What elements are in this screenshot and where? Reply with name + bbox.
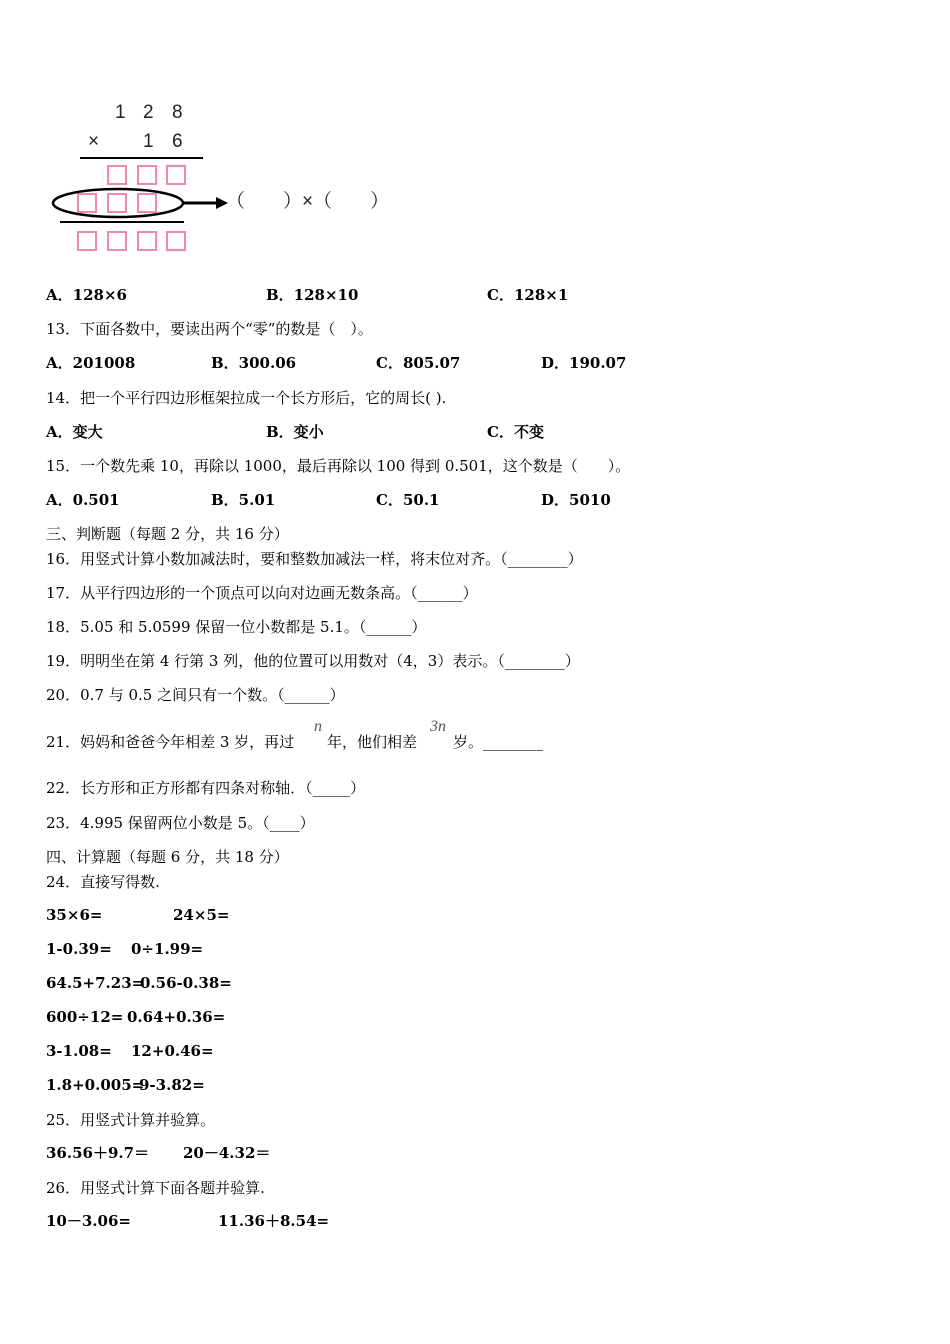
calc-item: 64.5+7.23= [46, 974, 145, 992]
judge-item-20: 20．0.7 与 0.5 之间只有一个数。（______） [46, 686, 345, 704]
q26-item: 10－3.06= [46, 1212, 131, 1230]
top-digit: 1 [115, 102, 126, 123]
judge-item-22: 22．长方形和正方形都有四条对称轴．（_____） [46, 779, 366, 797]
calc-item: 1.8+0.005= [46, 1076, 145, 1094]
digit-box [107, 231, 127, 251]
section3-title: 三、判断题（每题 2 分，共 16 分） [46, 525, 289, 543]
calc-item: 0÷1.99= [131, 940, 204, 958]
q15-option-c: C．50.1 [376, 491, 440, 509]
q14-option-a: A．变大 [46, 423, 103, 441]
judge-item-17: 17．从平行四边形的一个顶点可以向对边画无数条高。（______） [46, 584, 478, 602]
calc-item: 9-3.82= [139, 1076, 205, 1094]
q13-stem: 13．下面各数中，要读出两个“零”的数是（ ）。 [46, 320, 373, 338]
q25-title: 25．用竖式计算并验算。 [46, 1111, 216, 1129]
top-digit: 8 [172, 102, 183, 123]
q14-stem: 14．把一个平行四边形框架拉成一个长方形后，它的周长( ). [46, 389, 447, 407]
sum-line [60, 221, 184, 223]
q13-option-c: C．805.07 [376, 354, 461, 372]
q14-option-c: C．不变 [487, 423, 544, 441]
q12-option-a: A．128×6 [46, 286, 127, 304]
q12-option-b: B．128×10 [266, 286, 359, 304]
q21-var-n: n [314, 718, 322, 735]
q15-option-b: B．5.01 [211, 491, 276, 509]
q21-part1: 21．妈妈和爸爸今年相差 3 岁，再过 [46, 733, 295, 751]
top-digit: 2 [143, 102, 154, 123]
digit-box [77, 231, 97, 251]
q14-option-b: B．变小 [266, 423, 324, 441]
multiplication-line [80, 157, 203, 159]
q12-option-c: C．128×1 [487, 286, 569, 304]
calc-item: 1-0.39= [46, 940, 112, 958]
q26-title: 26．用竖式计算下面各题并验算. [46, 1179, 265, 1197]
q25-item: 20－4.32＝ [183, 1144, 271, 1162]
judge-item-23: 23．4.995 保留两位小数是 5。（____） [46, 814, 315, 832]
q24-title: 24．直接写得数. [46, 873, 160, 891]
section4-title: 四、计算题（每题 6 分，共 18 分） [46, 848, 289, 866]
calc-item: 600÷12= [46, 1008, 124, 1026]
multiply-sign: × [88, 131, 100, 152]
calc-item: 0.64+0.36= [127, 1008, 226, 1026]
bottom-digit: 1 [143, 131, 154, 152]
calc-item: 12+0.46= [131, 1042, 214, 1060]
digit-box [166, 231, 186, 251]
calc-item: 3-1.08= [46, 1042, 112, 1060]
digit-box [137, 231, 157, 251]
judge-item-16: 16．用竖式计算小数加减法时，要和整数加减法一样，将末位对齐。（________） [46, 550, 583, 568]
q13-option-d: D．190.07 [541, 354, 627, 372]
judge-item-19: 19．明明坐在第 4 行第 3 列，他的位置可以用数对（4，3）表示。（________） [46, 652, 580, 670]
q26-item: 11.36＋8.54= [218, 1212, 330, 1230]
ellipse-arrow-graphic [50, 182, 230, 226]
bottom-digit: 6 [172, 131, 183, 152]
calc-item: 24×5= [173, 906, 230, 924]
q15-option-a: A．0.501 [46, 491, 120, 509]
q13-option-a: A．201008 [46, 354, 136, 372]
q21-var-3n: 3n [430, 718, 446, 735]
q13-option-b: B．300.06 [211, 354, 297, 372]
expression-blanks: （ ）×（ ） [226, 191, 390, 212]
q15-option-d: D．5010 [541, 491, 611, 509]
calc-item: 35×6= [46, 906, 103, 924]
q21-part2: 年，他们相差 [327, 733, 418, 751]
q15-stem: 15．一个数先乘 10，再除以 1000，最后再除以 100 得到 0.501，这个数是（ ）。 [46, 457, 631, 475]
q25-item: 36.56＋9.7＝ [46, 1144, 150, 1162]
judge-item-18: 18．5.05 和 5.0599 保留一位小数都是 5.1。（______） [46, 618, 427, 636]
q21-part3: 岁。________ [453, 733, 544, 751]
calc-item: 0.56-0.38= [140, 974, 232, 992]
